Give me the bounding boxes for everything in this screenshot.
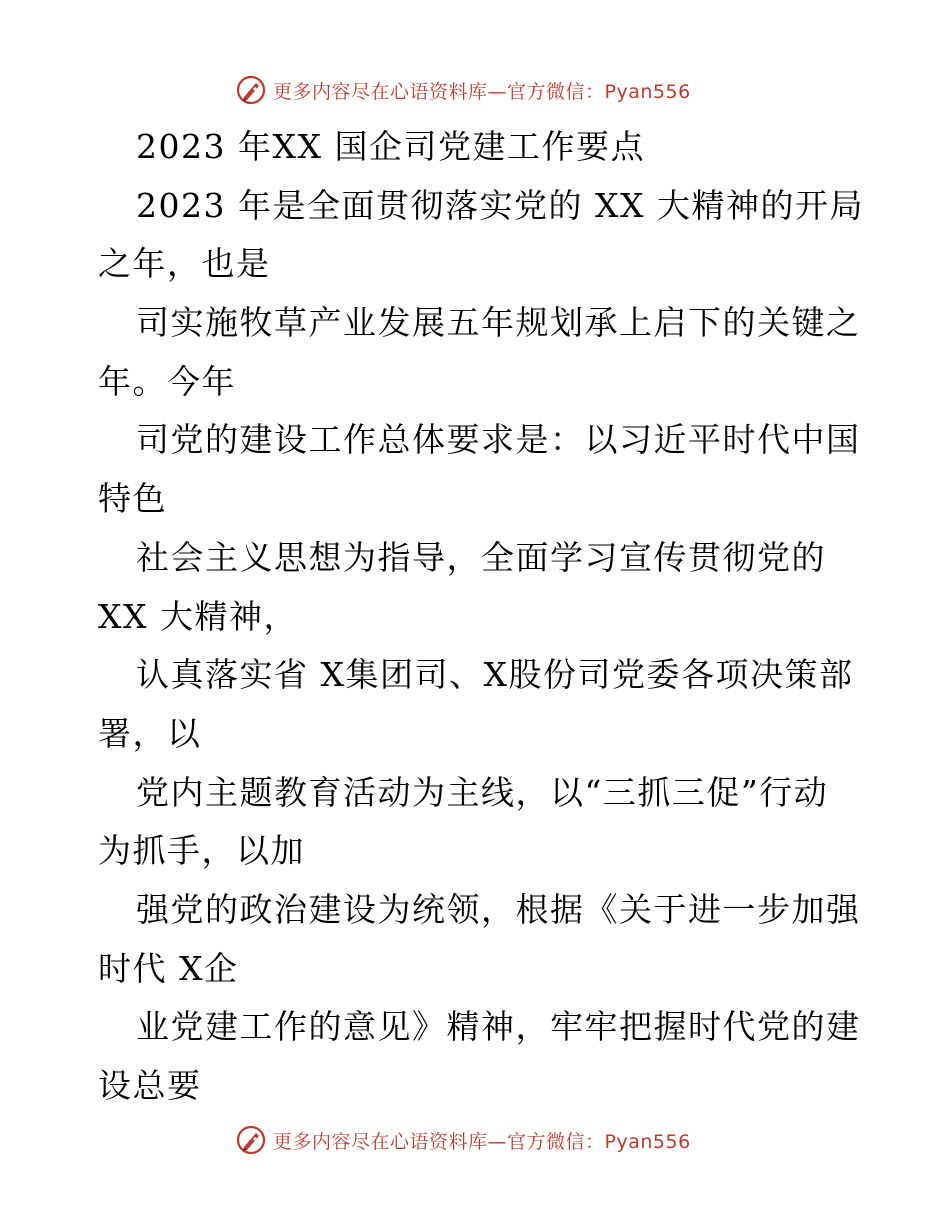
paragraph-line: 之年，也是 — [98, 244, 271, 284]
paragraph-line: 2023 年是全面贯彻落实党的 XX 大精神的开局 — [136, 185, 864, 225]
paragraph-line: 为抓手，以加 — [98, 831, 305, 871]
paragraph-line: 时代 X企 — [98, 948, 239, 988]
paragraph-line: 年。今年 — [98, 361, 236, 401]
paragraph-line: 署，以 — [98, 713, 202, 753]
paragraph-line: 设总要 — [98, 1066, 202, 1105]
paragraph-line: 司实施牧草产业发展五年规划承上启下的关键之 — [136, 303, 861, 343]
paragraph-line: 司党的建设工作总体要求是：以习近平时代中国 — [136, 420, 861, 460]
document-title: 2023 年XX 国企司党建工作要点 — [136, 127, 645, 166]
header-banner — [235, 72, 691, 108]
paragraph-line: 社会主义思想为指导，全面学习宣传贯彻党的 — [136, 537, 826, 577]
paragraph-line: 强党的政治建设为统领，根据《关于进一步加强 — [136, 889, 861, 929]
banner-text: 更多内容尽在心语资料库—官方微信：Pyan556 — [273, 1130, 691, 1153]
footer-banner — [235, 1122, 691, 1158]
paragraph-line: 特色 — [98, 479, 167, 519]
pen-circle-logo-icon — [235, 1124, 267, 1156]
paragraph-line: 认真落实省 X集团司、X股份司党委各项决策部 — [136, 655, 854, 695]
paragraph-line: 业党建工作的意见》精神，牢牢把握时代党的建 — [136, 1007, 861, 1047]
paragraph-line: XX 大精神， — [98, 596, 298, 636]
document-body — [98, 118, 864, 1116]
paragraph-line: 党内主题教育活动为主线，以“三抓三促”行动 — [136, 772, 829, 812]
banner-text: 更多内容尽在心语资料库—官方微信：Pyan556 — [273, 80, 691, 103]
pen-circle-logo-icon — [235, 74, 267, 106]
